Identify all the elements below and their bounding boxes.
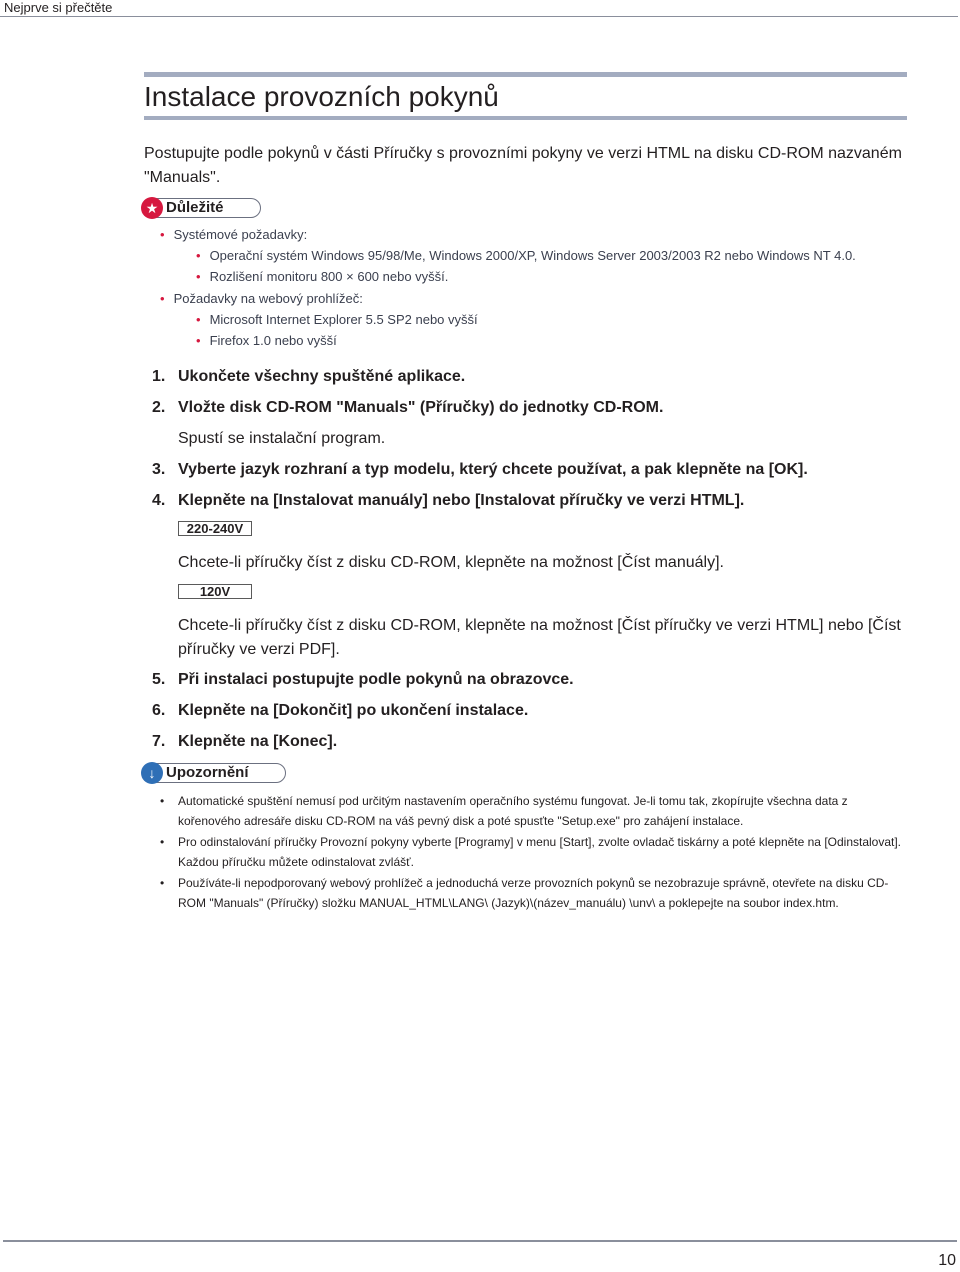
caution-label	[143, 763, 286, 783]
intro-paragraph: Postupujte podle pokynů v části Příručky s provozními pokyny ve verzi HTML na disku CD-ROM nazvaném "Manuals".	[144, 145, 902, 186]
caution-item: • Používáte-li nepodporovaný webový prohlížeč a jednoduchá verze provozních pokynů se nezobrazuje správně, otevřete na disku CD-ROM "Manuals" (Příručky) složku MANUAL_HTML\LANG\ (Jazyk)\(název_manuálu) \unv\ a poklepejte na soubor index.htm.	[160, 873, 910, 913]
step-3	[152, 461, 808, 479]
important-subitem: • Operační systém Windows 95/98/Me, Windows 2000/XP, Windows Server 2003/2003 R2 nebo Windows NT 4.0.	[196, 248, 856, 263]
arrow-down-icon: ↓	[141, 762, 163, 784]
important-subitem: • Firefox 1.0 nebo vyšší	[196, 333, 337, 348]
header-divider	[0, 16, 958, 17]
step-text: Klepněte na [Dokončit] po ukončení instalace.	[178, 702, 529, 719]
important-subitem: • Rozlišení monitoru 800 × 600 nebo vyšší.	[196, 269, 449, 284]
page-number: 10	[938, 1252, 956, 1269]
bullet-icon: •	[160, 291, 165, 306]
star-icon: ★	[141, 197, 163, 219]
step-number: 2.	[152, 399, 166, 416]
step-text: Vložte disk CD-ROM "Manuals" (Příručky) do jednotky CD-ROM.	[178, 399, 664, 416]
bullet-icon: •	[196, 248, 201, 263]
step-1	[152, 368, 465, 386]
voltage-220-240v-note: Chcete-li příručky číst z disku CD-ROM, klepněte na možnost [Číst manuály].	[178, 554, 724, 571]
bullet-icon: •	[160, 794, 165, 808]
step-4	[152, 492, 744, 510]
step-text: Ukončete všechny spuštěné aplikace.	[178, 368, 466, 385]
step-number: 7.	[152, 733, 166, 750]
step-text: Klepněte na [Instalovat manuály] nebo [Instalovat příručky ve verzi HTML].	[178, 492, 745, 509]
step-5	[152, 671, 574, 689]
step-text: Klepněte na [Konec].	[178, 733, 338, 750]
bullet-icon: •	[160, 835, 165, 849]
voltage-120v-note: Chcete-li příručky číst z disku CD-ROM, klepněte na možnost [Číst příručky ve verzi HTML] nebo [Číst příručky ve verzi PDF].	[178, 617, 901, 658]
voltage-badge-120v: 120V	[178, 584, 252, 599]
step-number: 6.	[152, 702, 166, 719]
bullet-icon: •	[196, 269, 201, 284]
title-bottom-rule	[144, 116, 907, 120]
important-item: • Systémové požadavky:	[160, 227, 308, 242]
important-label-text: Důležité	[166, 199, 224, 216]
caution-item: • Pro odinstalování příručky Provozní pokyny vyberte [Programy] v menu [Start], zvolte ovladač tiskárny a poté klepněte na [Odinstalovat]. Každou příručku můžete odinstalovat zvlášť.	[160, 832, 910, 872]
important-subitem: • Microsoft Internet Explorer 5.5 SP2 nebo vyšší	[196, 312, 478, 327]
step-7	[152, 733, 337, 751]
step-number: 5.	[152, 671, 166, 688]
running-header-title: Nejprve si přečtěte	[4, 0, 113, 15]
footer-divider	[3, 1240, 957, 1242]
caution-item: • Automatické spuštění nemusí pod určitým nastavením operačního systému fungovat. Je-li tomu tak, zkopírujte všechna data z kořenového adresáře disku CD-ROM na váš pevný disk a poté spusťte "Setup.exe" pro zahájení instalace.	[160, 791, 910, 831]
page-title: Instalace provozních pokynů	[144, 81, 499, 112]
bullet-icon: •	[160, 227, 165, 242]
running-header	[0, 0, 960, 17]
bullet-icon: •	[196, 333, 201, 348]
bullet-icon: •	[160, 876, 165, 890]
step-6	[152, 702, 528, 720]
step-2	[152, 399, 663, 417]
voltage-badge-220-240v: 220-240V	[178, 521, 252, 536]
step-text: Při instalaci postupujte podle pokynů na obrazovce.	[178, 671, 574, 688]
step-text: Vyberte jazyk rozhraní a typ modelu, který chcete používat, a pak klepněte na [OK].	[178, 461, 808, 478]
step-number: 3.	[152, 461, 166, 478]
step-2-result: Spustí se instalační program.	[178, 430, 386, 447]
important-item: • Požadavky na webový prohlížeč:	[160, 291, 363, 306]
caution-label-text: Upozornění	[166, 764, 249, 781]
title-top-rule	[144, 72, 907, 77]
step-number: 1.	[152, 368, 166, 385]
important-label	[143, 198, 261, 218]
bullet-icon: •	[196, 312, 201, 327]
step-number: 4.	[152, 492, 166, 509]
